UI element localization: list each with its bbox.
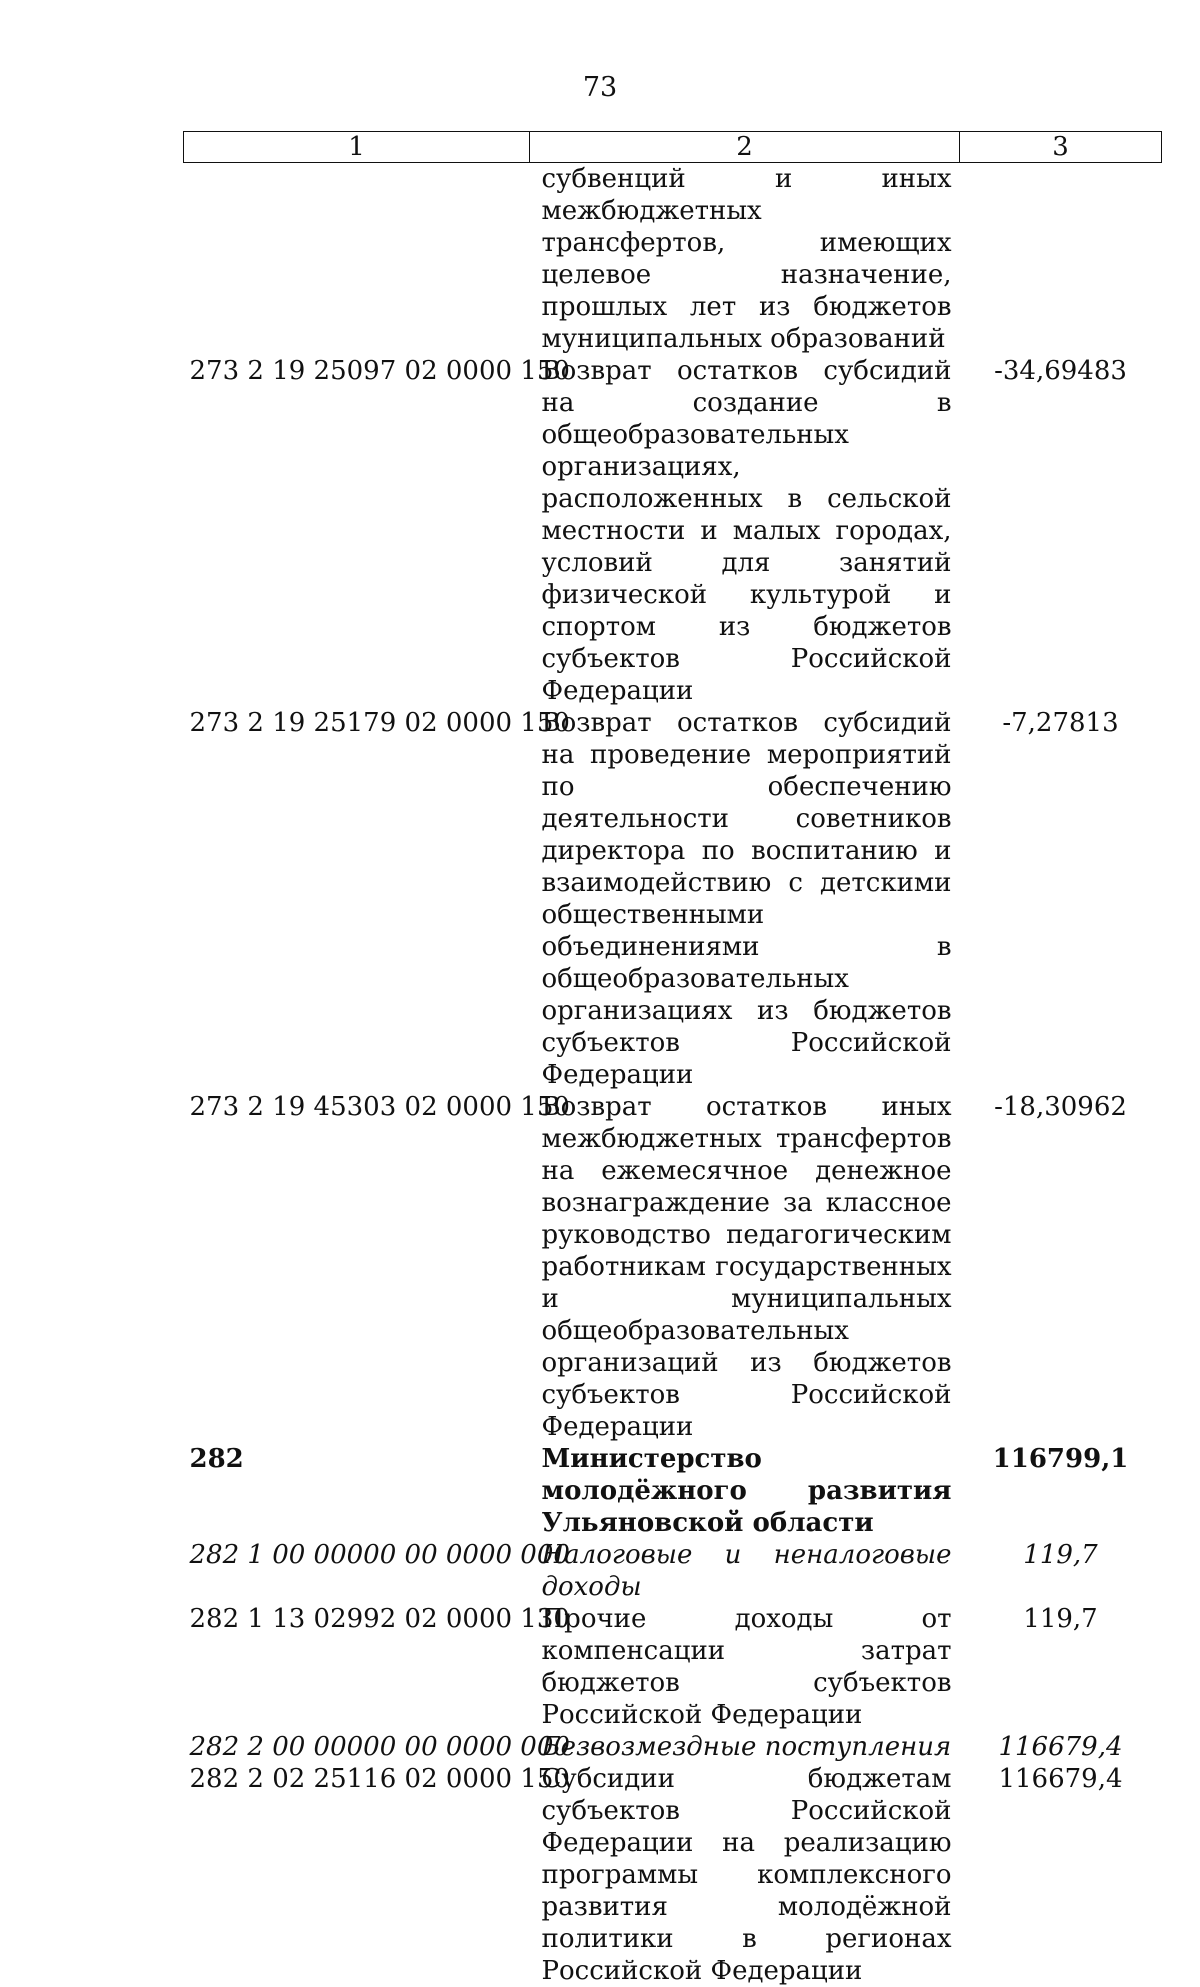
row-amount: 119,7 xyxy=(1023,1604,1098,1634)
row-name: Возврат остатков субсидий на проведение мероприятий по обеспечению деятельности советников директора по воспитанию и взаимодействию с детскими общественными объединениями в общеобразовательных организациях из бюджетов субъектов Российской Федерации xyxy=(541,708,952,1090)
table-row xyxy=(184,1603,1162,1731)
table-row xyxy=(184,1763,1162,1987)
page-number: 73 xyxy=(582,72,618,103)
row-code: 282 2 02 25116 02 0000 150 xyxy=(189,1764,570,1794)
table-row-group xyxy=(184,1539,1162,1603)
row-amount xyxy=(960,163,1162,356)
row-code: 273 2 19 25179 02 0000 150 xyxy=(189,708,570,738)
row-amount: 116799,1 xyxy=(992,1444,1129,1474)
row-code: 282 xyxy=(189,1444,244,1474)
row-name: Министерство молодёжного развития Ульяновской области xyxy=(541,1444,952,1538)
row-name: Субсидии бюджетам субъектов Российской Федерации на реализацию программы комплексного развития молодёжной политики в регионах Российской Федерации xyxy=(541,1764,952,1986)
table-row xyxy=(184,355,1162,707)
row-code: 282 2 00 00000 00 0000 000 xyxy=(189,1732,570,1762)
table-row-group xyxy=(184,1731,1162,1763)
row-amount: -34,69483 xyxy=(994,356,1127,386)
row-name: Безвозмездные поступления xyxy=(541,1732,952,1762)
row-amount: -7,27813 xyxy=(1002,708,1119,738)
row-code xyxy=(184,163,530,356)
column-header-1: 1 xyxy=(184,132,530,163)
row-code: 282 1 13 02992 02 0000 130 xyxy=(189,1604,570,1634)
row-name: Налоговые и неналоговые доходы xyxy=(541,1540,952,1602)
row-amount: -18,30962 xyxy=(994,1092,1127,1122)
row-amount: 116679,4 xyxy=(998,1732,1123,1762)
table-row xyxy=(184,707,1162,1091)
column-header-3: 3 xyxy=(960,132,1162,163)
table-row-ministry xyxy=(184,1443,1162,1539)
row-code: 282 1 00 00000 00 0000 000 xyxy=(189,1540,570,1570)
row-name: Возврат остатков иных межбюджетных трансфертов на ежемесячное денежное вознаграждение за классное руководство педагогическим работникам государственных и муниципальных общеобразовательных организаций из бюджетов субъектов Российской Федерации xyxy=(541,1092,952,1442)
row-name: Прочие доходы от компенсации затрат бюджетов субъектов Российской Федерации xyxy=(541,1604,952,1730)
table-row xyxy=(184,1091,1162,1443)
row-code: 273 2 19 25097 02 0000 150 xyxy=(189,356,570,386)
row-name: Возврат остатков субсидий на создание в общеобразовательных организациях, расположенных в сельской местности и малых городах, условий для занятий физической культурой и спортом из бюджетов субъектов Российской Федерации xyxy=(541,356,952,706)
table-header xyxy=(184,132,1162,163)
row-amount: 116679,4 xyxy=(998,1764,1123,1794)
row-name: субвенций и иных межбюджетных трансфертов, имеющих целевое назначение, прошлых лет из бюджетов муниципальных образований xyxy=(541,164,952,354)
budget-table xyxy=(183,131,1162,1987)
row-code: 273 2 19 45303 02 0000 150 xyxy=(189,1092,570,1122)
row-amount: 119,7 xyxy=(1023,1540,1098,1570)
table-row xyxy=(184,163,1162,356)
column-header-2: 2 xyxy=(530,132,960,163)
